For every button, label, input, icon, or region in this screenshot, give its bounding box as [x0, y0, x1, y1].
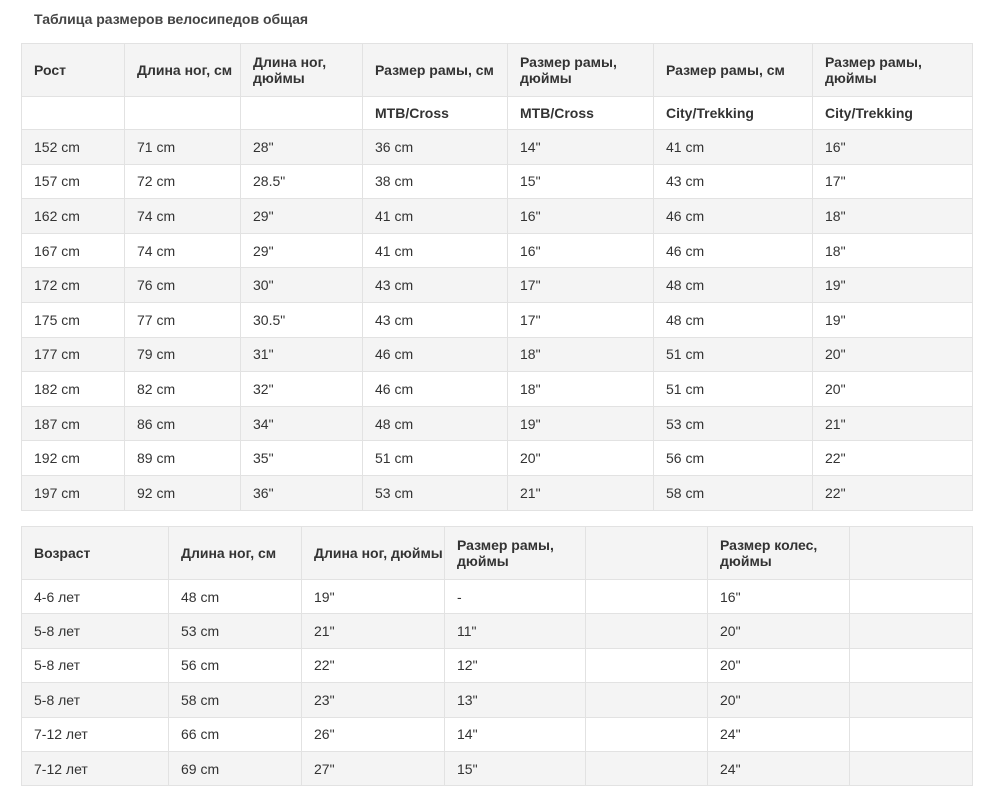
table-cell: 21" — [302, 614, 445, 648]
table-row — [22, 751, 973, 785]
table-cell: 34" — [241, 406, 363, 441]
table-cell: 157 cm — [22, 164, 125, 199]
table-cell: 20" — [708, 683, 850, 717]
table-cell: 71 cm — [125, 130, 241, 165]
table-cell: 86 cm — [125, 406, 241, 441]
table-cell: 72 cm — [125, 164, 241, 199]
table-cell: 41 cm — [363, 233, 508, 268]
table-cell: 31" — [241, 337, 363, 372]
table-cell: 76 cm — [125, 268, 241, 303]
table-cell: 30.5" — [241, 302, 363, 337]
table-cell: 22" — [813, 441, 973, 476]
table-cell: 19" — [302, 580, 445, 614]
bike-table-header-row — [22, 44, 973, 97]
table-cell: 21" — [813, 406, 973, 441]
table-cell: 5-8 лет — [22, 614, 169, 648]
table-cell — [586, 614, 708, 648]
table-row — [22, 302, 973, 337]
table-cell: 172 cm — [22, 268, 125, 303]
table-cell: 46 cm — [654, 199, 813, 234]
table-cell: 20" — [708, 614, 850, 648]
table-row — [22, 648, 973, 682]
kids-size-table — [21, 526, 973, 786]
table-cell: 15" — [508, 164, 654, 199]
table-cell: 43 cm — [363, 302, 508, 337]
table-cell: 16" — [813, 130, 973, 165]
table-cell: 187 cm — [22, 406, 125, 441]
table-cell: 5-8 лет — [22, 648, 169, 682]
bike-subheader-cell: MTB/Cross — [508, 97, 654, 130]
bike-subheader-cell — [125, 97, 241, 130]
table-row — [22, 475, 973, 510]
table-cell: 5-8 лет — [22, 683, 169, 717]
table-cell — [850, 717, 973, 751]
bike-header-cell: Размер рамы, дюймы — [508, 44, 654, 97]
table-cell — [586, 648, 708, 682]
table-cell: 51 cm — [363, 441, 508, 476]
table-cell: 7-12 лет — [22, 717, 169, 751]
table-cell: 53 cm — [169, 614, 302, 648]
kids-header-cell — [586, 527, 708, 580]
bike-header-cell: Длина ног, см — [125, 44, 241, 97]
table-cell: 74 cm — [125, 199, 241, 234]
table-cell: 18" — [508, 337, 654, 372]
table-cell — [586, 751, 708, 785]
table-cell: 48 cm — [169, 580, 302, 614]
kids-table-header-row — [22, 527, 973, 580]
table-cell: 11" — [445, 614, 586, 648]
bike-header-cell: Размер рамы, см — [654, 44, 813, 97]
bike-header-cell: Рост — [22, 44, 125, 97]
table-cell: 46 cm — [654, 233, 813, 268]
table-cell: 82 cm — [125, 372, 241, 407]
table-cell: 17" — [508, 268, 654, 303]
bike-subheader-cell: City/Trekking — [813, 97, 973, 130]
table-cell: 53 cm — [654, 406, 813, 441]
bike-subheader-cell: MTB/Cross — [363, 97, 508, 130]
table-cell: 46 cm — [363, 372, 508, 407]
table-cell: 13" — [445, 683, 586, 717]
table-cell: 21" — [508, 475, 654, 510]
table-cell: 35" — [241, 441, 363, 476]
table-cell: 56 cm — [169, 648, 302, 682]
table-cell — [850, 751, 973, 785]
table-cell: 41 cm — [363, 199, 508, 234]
table-row — [22, 683, 973, 717]
table-cell: 30" — [241, 268, 363, 303]
table-row — [22, 199, 973, 234]
table-cell: 32" — [241, 372, 363, 407]
table-cell: 7-12 лет — [22, 751, 169, 785]
table-cell: 92 cm — [125, 475, 241, 510]
table-cell: 20" — [813, 372, 973, 407]
table-cell: 16" — [508, 233, 654, 268]
table-cell: 20" — [708, 648, 850, 682]
table-cell: 18" — [508, 372, 654, 407]
kids-header-cell: Длина ног, см — [169, 527, 302, 580]
table-cell: 79 cm — [125, 337, 241, 372]
kids-header-cell: Возраст — [22, 527, 169, 580]
table-cell: 4-6 лет — [22, 580, 169, 614]
table-cell — [586, 717, 708, 751]
table-cell: 43 cm — [654, 164, 813, 199]
table-cell: 182 cm — [22, 372, 125, 407]
table-cell: 46 cm — [363, 337, 508, 372]
table-cell: 27" — [302, 751, 445, 785]
table-cell: 51 cm — [654, 372, 813, 407]
table-cell — [850, 614, 973, 648]
table-row — [22, 614, 973, 648]
table-cell: 18" — [813, 233, 973, 268]
table-cell: 74 cm — [125, 233, 241, 268]
bike-header-cell: Размер рамы, см — [363, 44, 508, 97]
table-cell: 48 cm — [363, 406, 508, 441]
table-cell: 18" — [813, 199, 973, 234]
table-cell: 58 cm — [654, 475, 813, 510]
table-cell: 19" — [508, 406, 654, 441]
kids-header-cell: Размер рамы, дюймы — [445, 527, 586, 580]
table-cell: 53 cm — [363, 475, 508, 510]
table-cell: 14" — [508, 130, 654, 165]
table-cell: 28" — [241, 130, 363, 165]
table-cell: 197 cm — [22, 475, 125, 510]
bike-subheader-cell — [22, 97, 125, 130]
table-cell: 48 cm — [654, 268, 813, 303]
table-cell: 69 cm — [169, 751, 302, 785]
table-row — [22, 268, 973, 303]
table-row — [22, 717, 973, 751]
table-cell: 36 cm — [363, 130, 508, 165]
kids-header-cell: Размер колес, дюймы — [708, 527, 850, 580]
table-row — [22, 164, 973, 199]
table-cell: 22" — [813, 475, 973, 510]
table-cell: 20" — [508, 441, 654, 476]
table-cell: 177 cm — [22, 337, 125, 372]
table-cell: 56 cm — [654, 441, 813, 476]
table-cell: 29" — [241, 199, 363, 234]
table-cell: 15" — [445, 751, 586, 785]
table-cell: 192 cm — [22, 441, 125, 476]
table-cell: 66 cm — [169, 717, 302, 751]
table-cell: 24" — [708, 717, 850, 751]
table-cell: 16" — [508, 199, 654, 234]
table-cell: 167 cm — [22, 233, 125, 268]
table-cell — [850, 648, 973, 682]
bike-size-table — [21, 43, 973, 511]
table-cell: 22" — [302, 648, 445, 682]
table-cell: 26" — [302, 717, 445, 751]
table-cell: 17" — [813, 164, 973, 199]
bike-subheader-cell — [241, 97, 363, 130]
bike-table-subheader-row — [22, 97, 973, 130]
table-cell: 19" — [813, 268, 973, 303]
kids-header-cell: Длина ног, дюймы — [302, 527, 445, 580]
page-title: Таблица размеров велосипедов общая — [34, 11, 309, 27]
table-row — [22, 580, 973, 614]
table-cell: 51 cm — [654, 337, 813, 372]
table-cell: 89 cm — [125, 441, 241, 476]
table-cell: 152 cm — [22, 130, 125, 165]
table-cell: 23" — [302, 683, 445, 717]
table-cell: 24" — [708, 751, 850, 785]
table-cell: 58 cm — [169, 683, 302, 717]
table-cell: 12" — [445, 648, 586, 682]
table-cell: 162 cm — [22, 199, 125, 234]
table-row — [22, 372, 973, 407]
table-cell: 38 cm — [363, 164, 508, 199]
bike-subheader-cell: City/Trekking — [654, 97, 813, 130]
table-cell: 41 cm — [654, 130, 813, 165]
table-row — [22, 233, 973, 268]
table-row — [22, 406, 973, 441]
table-row — [22, 130, 973, 165]
table-cell: 36" — [241, 475, 363, 510]
table-row — [22, 337, 973, 372]
table-row — [22, 441, 973, 476]
table-cell: 77 cm — [125, 302, 241, 337]
bike-header-cell: Размер рамы, дюймы — [813, 44, 973, 97]
table-cell: 43 cm — [363, 268, 508, 303]
table-cell: 17" — [508, 302, 654, 337]
table-cell: 20" — [813, 337, 973, 372]
kids-header-cell — [850, 527, 973, 580]
table-cell — [586, 580, 708, 614]
table-cell: 28.5" — [241, 164, 363, 199]
table-cell: 14" — [445, 717, 586, 751]
table-cell — [850, 683, 973, 717]
table-cell — [850, 580, 973, 614]
table-cell: 29" — [241, 233, 363, 268]
bike-header-cell: Длина ног, дюймы — [241, 44, 363, 97]
table-cell: 16" — [708, 580, 850, 614]
table-cell: - — [445, 580, 586, 614]
table-cell: 19" — [813, 302, 973, 337]
table-cell — [586, 683, 708, 717]
table-cell: 175 cm — [22, 302, 125, 337]
table-cell: 48 cm — [654, 302, 813, 337]
